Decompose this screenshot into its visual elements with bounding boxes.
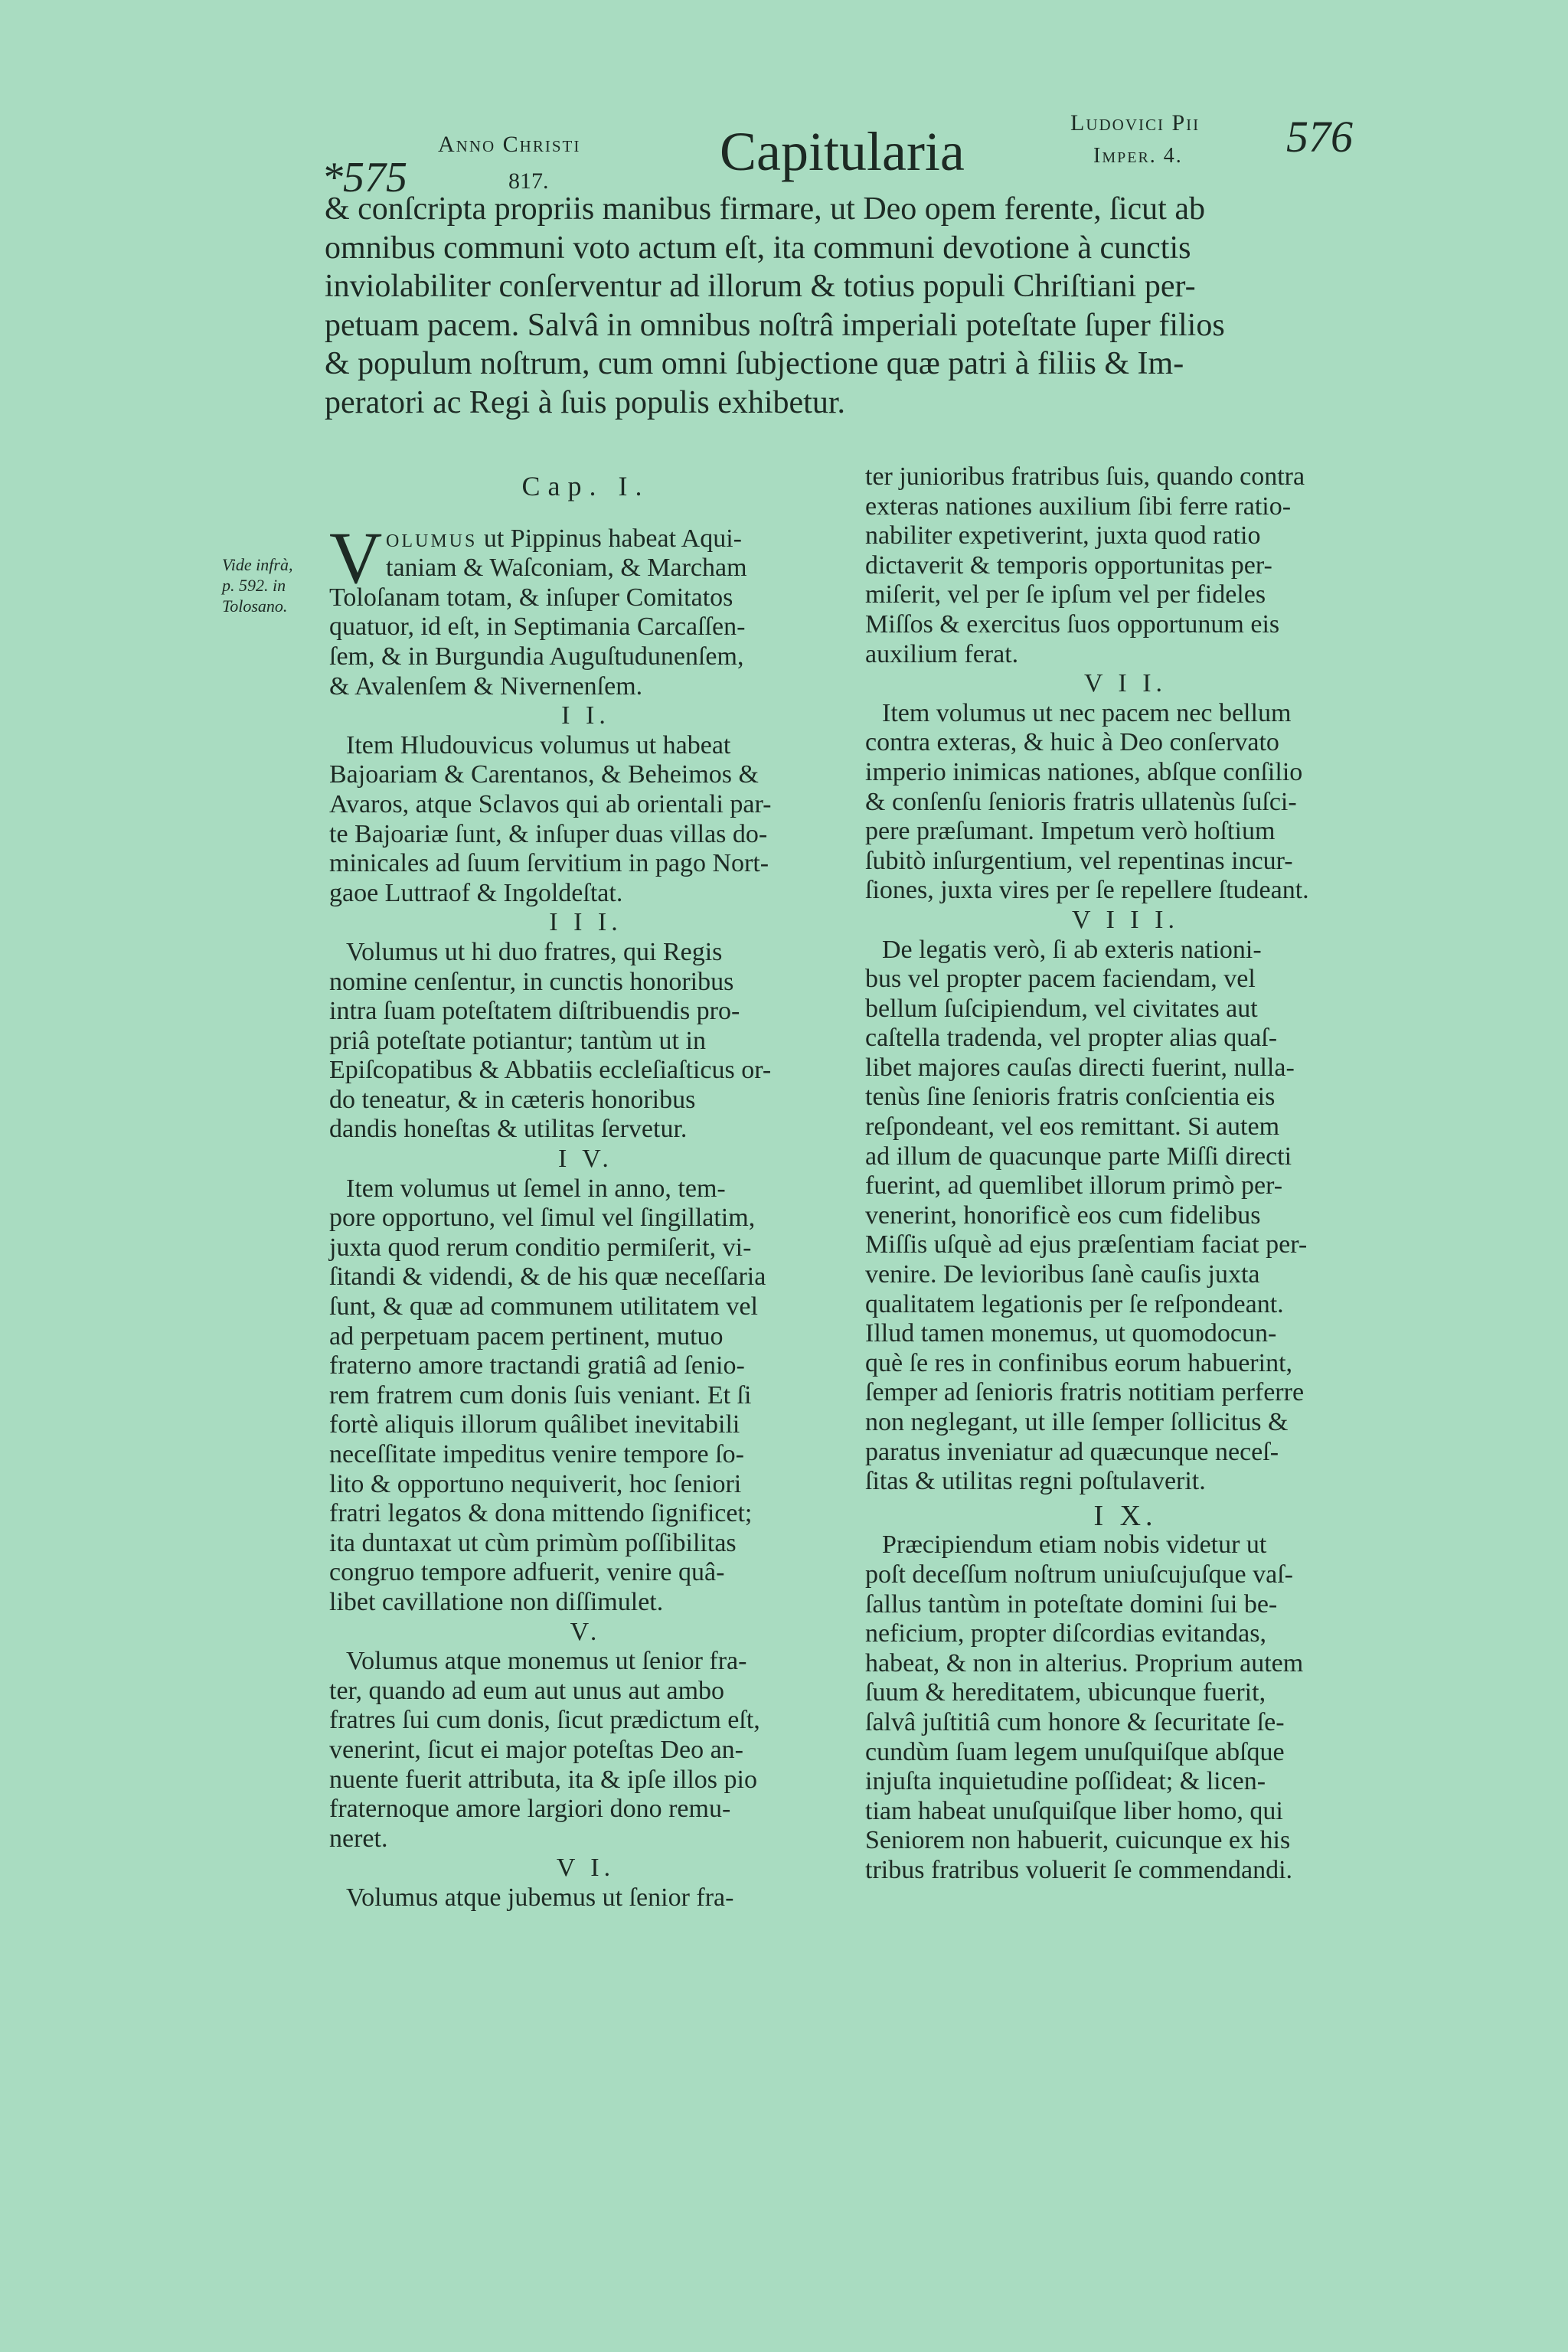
first-word: olumus bbox=[386, 524, 478, 553]
section-4-line: neceſſitate impeditus venire tempore ſo- bbox=[329, 1440, 744, 1468]
section-1-line: Toloſanam totam, & inſuper Comitatos bbox=[329, 583, 733, 612]
section-2-line: Bajoariam & Carentanos, & Beheimos & bbox=[329, 760, 759, 789]
section-9-line: Præcipiendum etiam nobis videtur ut bbox=[882, 1530, 1267, 1560]
section-6-line: Volumus atque jubemus ut ſenior fra- bbox=[346, 1883, 734, 1912]
intro-line: & populum noſtrum, cum omni ſubjectione quæ patri à filiis & Im- bbox=[325, 346, 1184, 381]
section-5-line: fratres ſui cum donis, ſicut prædictum eſt, bbox=[329, 1706, 760, 1735]
section-1-line bbox=[386, 524, 842, 554]
marginal-note-line: Tolosano. bbox=[222, 596, 288, 616]
section-4-line: rem fratrem cum donis ſuis veniant. Et ſi bbox=[329, 1380, 752, 1410]
section-heading: I V. bbox=[558, 1145, 613, 1174]
section-8-line: ſitas & utilitas regni poſtulaverit. bbox=[865, 1467, 1206, 1496]
section-8-line: venerint, honorificè eos cum fidelibus bbox=[865, 1200, 1261, 1230]
section-6-line: exteras nationes auxilium ſibi ferre ratio- bbox=[865, 492, 1292, 521]
header-imper: Imper. 4. bbox=[1093, 144, 1183, 168]
intro-line: omnibus communi voto actum eſt, ita communi devotione à cunctis bbox=[325, 230, 1191, 266]
page-number-left: *575 bbox=[322, 154, 407, 201]
section-9-line: cundùm ſuam legem unuſquiſque abſque bbox=[865, 1737, 1285, 1766]
section-1-line: ſem, & in Burgundia Auguſtudunenſem, bbox=[329, 642, 744, 671]
section-4-line: libet cavillatione non diſſimulet. bbox=[329, 1587, 664, 1616]
marginal-note bbox=[222, 554, 322, 616]
section-6-line: ter junioribus fratribus ſuis, quando contra bbox=[865, 462, 1305, 491]
section-7-line: & conſenſu ſenioris fratris ullatenùs ſuſci- bbox=[865, 787, 1297, 816]
section-3-line: priâ poteſtate potiantur; tantùm ut in bbox=[329, 1026, 706, 1055]
section-8-line: venire. De levioribus ſanè cauſis juxta bbox=[865, 1260, 1260, 1289]
section-5-line: venerint, ſicut ei major poteſtas Deo an- bbox=[329, 1735, 743, 1764]
section-8-line: bus vel propter pacem faciendam, vel bbox=[865, 965, 1256, 994]
section-heading: V I. bbox=[556, 1854, 616, 1883]
section-2-line: minicales ad ſuum ſervitium in pago Nort- bbox=[329, 849, 769, 878]
section-5-line: Volumus atque monemus ut ſenior fra- bbox=[346, 1647, 747, 1676]
section-2-line: te Bajoariæ ſunt, & inſuper duas villas do- bbox=[329, 819, 768, 848]
section-5-line: neret. bbox=[329, 1824, 388, 1853]
section-5-line: nuente fuerit attributa, ita & ipſe illos pio bbox=[329, 1765, 757, 1794]
section-4-line: Item volumus ut ſemel in anno, tem- bbox=[346, 1174, 726, 1203]
section-8-line: Illud tamen monemus, ut quomodocun- bbox=[865, 1319, 1277, 1348]
intro-line: & conſcripta propriis manibus firmare, ut Deo opem ferente, ſicut ab bbox=[325, 191, 1205, 227]
left-column bbox=[329, 472, 842, 1913]
section-heading: V I I I. bbox=[1072, 905, 1179, 934]
section-8-line: què ſe res in confinibus eorum habuerint, bbox=[865, 1348, 1293, 1377]
marginal-note-line: p. 592. in bbox=[222, 576, 286, 595]
section-4-line: ſitandi & videndi, & de his quæ neceſſaria bbox=[329, 1263, 766, 1292]
section-3-line: nomine cenſentur, in cunctis honoribus bbox=[329, 967, 734, 996]
marginal-note-line: Vide infrà, bbox=[222, 555, 293, 574]
section-8-line: tenùs ſine ſenioris fratris conſcientia eis bbox=[865, 1083, 1276, 1112]
section-9-line: tribus fratribus voluerit ſe commendandi. bbox=[865, 1855, 1293, 1884]
section-heading: I I I. bbox=[549, 908, 622, 937]
intro-line: peratori ac Regi à ſuis populis exhibetur. bbox=[325, 384, 845, 420]
section-6-line: Miſſos & exercitus ſuos opportunum eis bbox=[865, 609, 1280, 639]
section-4-line: ita duntaxat ut cùm primùm poſſibilitas bbox=[329, 1528, 737, 1557]
section-4-line: pore opportuno, vel ſimul vel ſingillatim, bbox=[329, 1204, 756, 1233]
section-8-line: libet majores cauſas directi fuerint, nulla- bbox=[865, 1053, 1295, 1082]
section-3-line: Volumus ut hi duo fratres, qui Regis bbox=[346, 937, 723, 966]
header-anno-christi: Anno Christi bbox=[438, 132, 581, 157]
section-8-line: ad illum de quacunque parte Miſſi directi bbox=[865, 1142, 1292, 1171]
section-9-line: injuſta inquietudine poſſideat; & licen- bbox=[865, 1767, 1266, 1796]
section-1-line: taniam & Waſconiam, & Marcham bbox=[386, 554, 747, 583]
intro-line: petuam pacem. Salvâ in omnibus noſtrâ imperiali poteſtate ſuper filios bbox=[325, 307, 1225, 343]
section-heading: V. bbox=[570, 1617, 602, 1646]
section-9-line: tiam habeat unuſquiſque liber homo, qui bbox=[865, 1796, 1283, 1825]
section-3-line: do teneatur, & in cæteris honoribus bbox=[329, 1085, 696, 1114]
section-4-line: fraterno amore tractandi gratiâ ad ſenio- bbox=[329, 1351, 745, 1380]
header-year: 817. bbox=[508, 168, 549, 194]
section-8-line: ſemper ad ſenioris fratris notitiam perferre bbox=[865, 1378, 1305, 1407]
section-4-line: lito & opportuno nequiverit, hoc ſeniori bbox=[329, 1469, 742, 1498]
section-9-line: ſalvâ juſtitiâ cum honore & ſecuritate ſe- bbox=[865, 1707, 1285, 1736]
section-3-line: dandis honeſtas & utilitas ſervetur. bbox=[329, 1115, 688, 1144]
section-8-line: reſpondeant, vel eos remittant. Si autem bbox=[865, 1112, 1280, 1142]
section-heading: V I I. bbox=[1083, 669, 1168, 698]
header-ludovici-pii: Ludovici Pii bbox=[1070, 110, 1200, 136]
section-heading: I X. bbox=[1093, 1499, 1158, 1532]
section-3-line: intra ſuam poteſtatem diſtribuendis pro- bbox=[329, 997, 740, 1026]
section-3-line: Epiſcopatibus & Abbatiis eccleſiaſticus or- bbox=[329, 1056, 772, 1085]
section-8-line: caſtella tradenda, vel propter alias quaſ- bbox=[865, 1024, 1278, 1053]
section-5-line: ter, quando ad eum aut unus aut ambo bbox=[329, 1676, 725, 1705]
section-4-line: juxta quod rerum conditio permiſerit, vi- bbox=[329, 1233, 752, 1262]
drop-capital: V bbox=[329, 516, 383, 599]
section-4-line: ad perpetuam pacem pertinent, mutuo bbox=[329, 1321, 724, 1351]
section-8-line: De legatis verò, ſi ab exteris nationi- bbox=[882, 935, 1262, 964]
section-8-line: qualitatem legationis per ſe reſpondeant. bbox=[865, 1289, 1284, 1318]
section-6-line: nabiliter expetiverint, juxta quod ratio bbox=[865, 521, 1261, 550]
section-4-line: fratri legatos & dona mittendo ſignificet; bbox=[329, 1499, 753, 1528]
section-4-line: fortè aliquis illorum quâlibet inevitabili bbox=[329, 1410, 740, 1439]
section-8-line: paratus inveniatur ad quæcunque neceſ- bbox=[865, 1437, 1279, 1466]
section-9-line: ſallus tantùm in poteſtate domini ſui be- bbox=[865, 1589, 1278, 1619]
section-8-line: Miſſis uſquè ad ejus præſentiam faciat per- bbox=[865, 1230, 1308, 1259]
section-6-line: miſerit, vel per ſe ipſum vel per fideles bbox=[865, 580, 1266, 609]
section-9-line: ſuum & hereditatem, ubicunque fuerit, bbox=[865, 1678, 1266, 1707]
section-4-line: congruo tempore adfuerit, venire quâ- bbox=[329, 1558, 725, 1587]
section-heading: I I. bbox=[561, 701, 610, 730]
intro-line: inviolabiliter conſerventur ad illorum & totius populi Chriſtiani per- bbox=[325, 269, 1196, 304]
section-7-line: contra exteras, & huic à Deo conſervato bbox=[865, 728, 1279, 757]
section-8-line: fuerint, ad quemlibet illorum primò per- bbox=[865, 1171, 1283, 1200]
section-7-line: ſiones, juxta vires per ſe repellere ſtudeant. bbox=[865, 876, 1309, 905]
section-7-line: pere præſumant. Impetum verò hoſtium bbox=[865, 817, 1276, 846]
section-6-line: auxilium ferat. bbox=[865, 639, 1019, 668]
page-number-right: 576 bbox=[1286, 112, 1353, 162]
chapter-heading: Cap. I. bbox=[521, 471, 650, 501]
section-2-line: gaoe Luttraof & Ingoldeſtat. bbox=[329, 878, 623, 907]
section-2-line: Avaros, atque Sclavos qui ab orientali par- bbox=[329, 789, 772, 818]
section-9-line: habeat, & non in alterius. Proprium autem bbox=[865, 1648, 1304, 1677]
section-7-line: Item volumus ut nec pacem nec bellum bbox=[882, 698, 1292, 727]
section-1-line: & Avalenſem & Nivernenſem. bbox=[329, 671, 643, 701]
right-column bbox=[865, 462, 1386, 1886]
section-8-line: non neglegant, ut ille ſemper ſollicitus & bbox=[865, 1408, 1289, 1436]
section-2-line: Item Hludouvicus volumus ut habeat bbox=[346, 730, 731, 760]
section-7-line: imperio inimicas nationes, abſque conſilio bbox=[865, 757, 1303, 786]
section-5-line: fraternoque amore largiori dono remu- bbox=[329, 1795, 731, 1824]
section-1-line: quatuor, id eſt, in Septimania Carcaſſen- bbox=[329, 612, 746, 642]
page-title: Capitularia bbox=[720, 121, 965, 182]
section-8-line: bellum ſuſcipiendum, vel civitates aut bbox=[865, 994, 1258, 1023]
section-4-line: ſunt, & quæ ad communem utilitatem vel bbox=[329, 1292, 758, 1321]
intro-paragraph bbox=[325, 190, 1377, 422]
section-9-line: Seniorem non habuerit, cuicunque ex his bbox=[865, 1826, 1291, 1855]
section-6-line: dictaverit & temporis opportunitas per- bbox=[865, 550, 1272, 580]
line-text: ut Pippinus habeat Aqui- bbox=[477, 524, 742, 553]
section-9-line: poſt deceſſum noſtrum uniuſcujuſque vaſ- bbox=[865, 1560, 1293, 1589]
section-7-line: ſubitò inſurgentium, vel repentinas incur- bbox=[865, 846, 1293, 875]
section-9-line: neficium, propter diſcordias evitandas, bbox=[865, 1619, 1266, 1648]
